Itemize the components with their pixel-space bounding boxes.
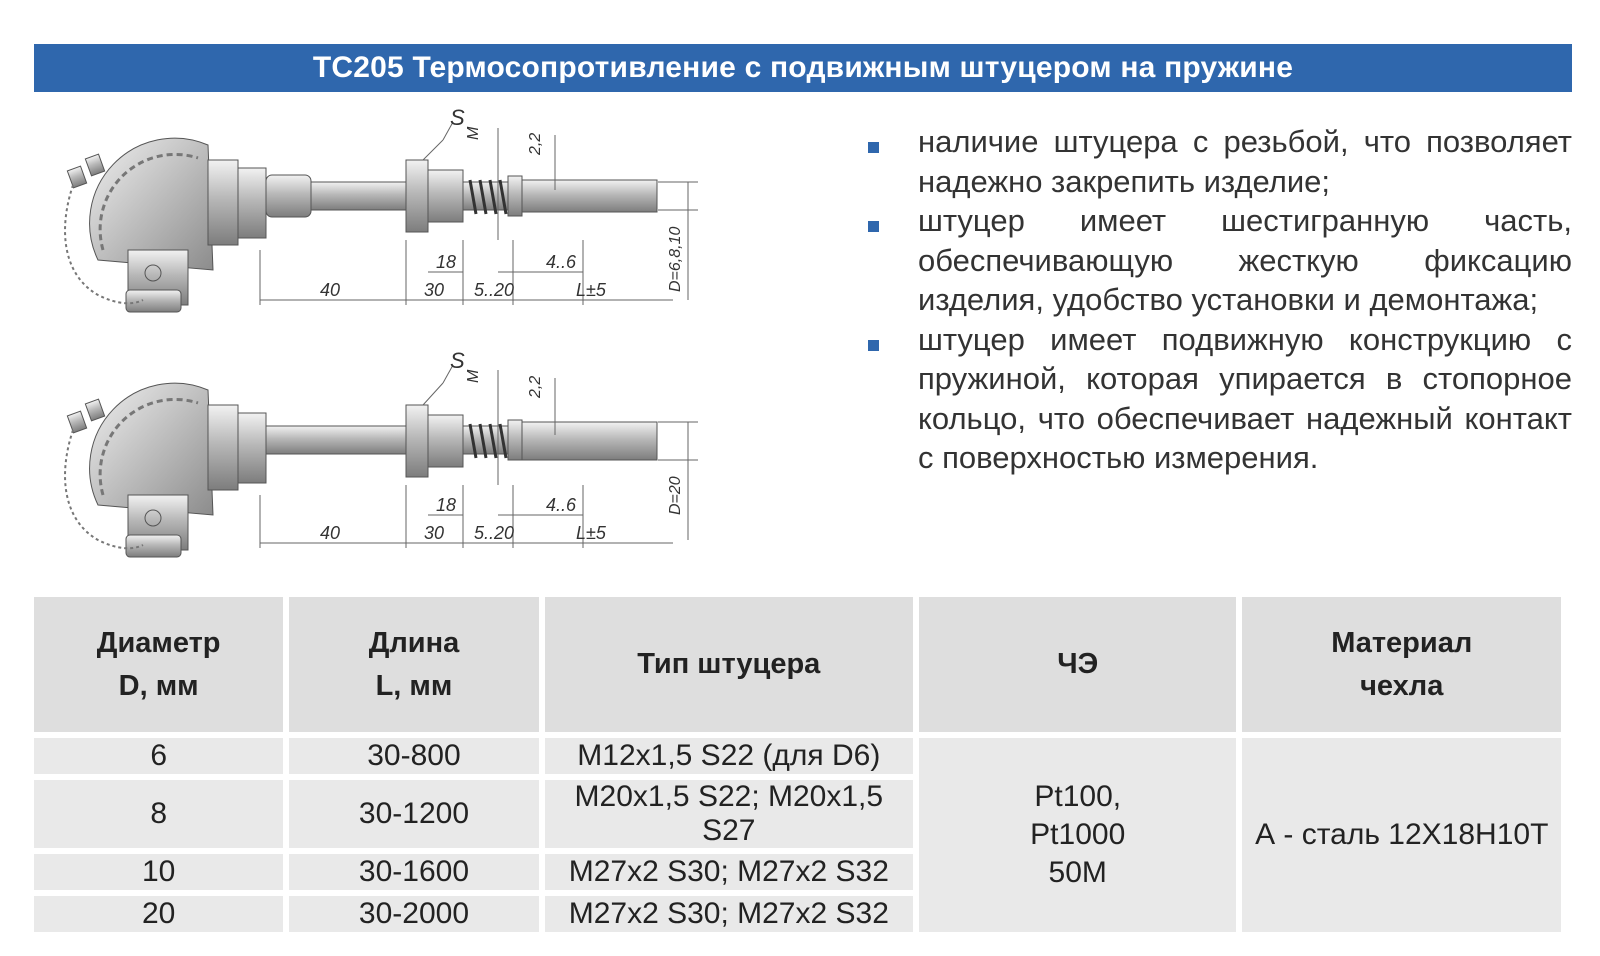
- header-length: Длина L, мм: [289, 597, 538, 732]
- feature-item: [860, 320, 1572, 478]
- dim-label: 5..20: [474, 523, 515, 543]
- header-material: Материал чехла: [1242, 597, 1561, 732]
- dim-label: S: [450, 105, 465, 130]
- cell-fitting: M27x2 S30; M27x2 S32: [545, 854, 913, 890]
- dim-label: 40: [320, 280, 341, 300]
- table-row: [34, 738, 1561, 774]
- header-element: ЧЭ: [919, 597, 1236, 732]
- square-bullet-icon: [868, 221, 879, 232]
- spec-table: [28, 591, 1567, 938]
- cell-length: 30-2000: [289, 896, 538, 932]
- cell-diameter: 10: [34, 854, 283, 890]
- square-bullet-icon: [868, 340, 879, 351]
- dim-label: 4..6: [546, 252, 577, 272]
- square-bullet-icon: [868, 142, 879, 153]
- page-title: ТС205 Термосопротивление с подвижным штуцером на пружине: [34, 44, 1572, 92]
- header-fitting: Тип штуцера: [545, 597, 913, 732]
- dim-label: 5..20: [474, 280, 515, 300]
- dim-label: S: [450, 348, 465, 373]
- table-header-row: [34, 597, 1561, 732]
- dim-label: L±5: [576, 523, 606, 543]
- technical-drawing: [58, 100, 718, 575]
- cell-diameter: 20: [34, 896, 283, 932]
- dim-label: 30: [424, 280, 445, 300]
- cell-fitting: M20x1,5 S22; M20x1,5 S27: [545, 780, 913, 848]
- feature-text: наличие штуцера с резьбой, что позволяет надежно закрепить изделие;: [918, 124, 1572, 199]
- dim-label: 30: [424, 523, 445, 543]
- dim-label: D=20: [667, 476, 684, 515]
- dim-label: L±5: [576, 280, 606, 300]
- dim-label: 2,2: [527, 375, 544, 398]
- feature-list: [860, 122, 1572, 478]
- dim-label: 18: [436, 252, 457, 272]
- cell-length: 30-800: [289, 738, 538, 774]
- cell-fitting: M27x2 S30; M27x2 S32: [545, 896, 913, 932]
- cell-diameter: 6: [34, 738, 283, 774]
- dim-label: 40: [320, 523, 341, 543]
- dim-label: M: [465, 126, 482, 140]
- cell-length: 30-1200: [289, 780, 538, 848]
- dim-label: 2,2: [527, 132, 544, 155]
- feature-item: [860, 122, 1572, 201]
- header-diameter: Диаметр D, мм: [34, 597, 283, 732]
- dim-label: D=6,8,10: [667, 226, 684, 292]
- cell-length: 30-1600: [289, 854, 538, 890]
- cell-fitting: M12x1,5 S22 (для D6): [545, 738, 913, 774]
- feature-text: штуцер имеет подвижную конструкцию с пружиной, которая упирается в стопорное кольцо, что обеспечивает надежный контакт с поверхностью измерения.: [918, 321, 1572, 475]
- dim-label: 18: [436, 495, 457, 515]
- feature-item: [860, 201, 1572, 320]
- cell-diameter: 8: [34, 780, 283, 848]
- dim-label: M: [465, 369, 482, 383]
- dim-label: 4..6: [546, 495, 577, 515]
- cell-material: А - сталь 12Х18Н10Т: [1242, 738, 1561, 932]
- feature-text: штуцер имеет шестигранную часть, обеспечивающую жесткую фиксацию изделия, удобство установки и демонтажа;: [918, 203, 1572, 317]
- cell-element: Pt100, Pt1000 50M: [919, 738, 1236, 932]
